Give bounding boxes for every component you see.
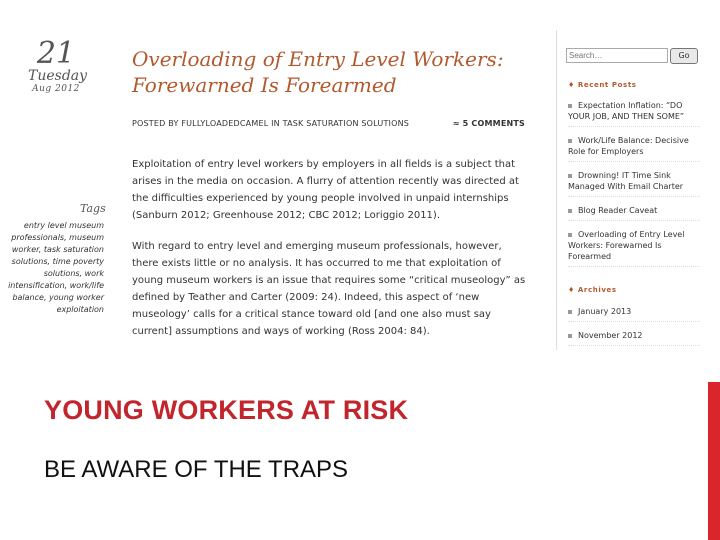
- archive-link[interactable]: November 2012: [568, 330, 700, 346]
- recent-post-link[interactable]: Overloading of Entry Level Workers: Forewarned Is Forearmed: [568, 229, 700, 267]
- recent-posts-list: [568, 100, 700, 275]
- bullet-icon: [568, 174, 572, 178]
- slide-subtitle: BE AWARE OF THE TRAPS: [44, 456, 349, 483]
- bullet-icon: [568, 233, 572, 237]
- date-day: 21: [36, 36, 76, 71]
- recent-post-link[interactable]: Blog Reader Caveat: [568, 205, 700, 221]
- archives-list: [568, 306, 700, 354]
- sidebar-divider: [556, 30, 557, 350]
- bullet-icon: [568, 209, 572, 213]
- search-button[interactable]: Go: [670, 48, 698, 64]
- date-weekday: Tuesday: [28, 68, 88, 84]
- post-date: [28, 36, 88, 94]
- search-input[interactable]: [566, 48, 668, 63]
- tags-list[interactable]: entry level museum professionals, museum worker, task saturation solutions, time poverty solutions, work intensification, work/life balance, young worker exploitation: [8, 221, 104, 314]
- slide-title: YOUNG WORKERS AT RISK: [44, 395, 409, 425]
- tags-heading: Tags: [80, 202, 106, 215]
- bullet-icon: [568, 104, 572, 108]
- accent-bar: [708, 382, 720, 540]
- bullet-icon: [568, 139, 572, 143]
- archive-link[interactable]: January 2013: [568, 306, 700, 322]
- post-paragraph: With regard to entry level and emerging museum professionals, however, there exists little or no analysis. It has occurred to me that exploitation of young museum workers is an issue that requires some “critical museology” as defined by Teather and Carter (2009: 24). Indeed, this aspect of ‘new museology’ calls for a critical stance toward old [and one also must say current] assumptions and ways of working (Ross 2004: 84).: [132, 241, 526, 337]
- recent-posts-heading: ♦ Recent Posts: [568, 81, 637, 89]
- comments-link[interactable]: ≈ 5 COMMENTS: [452, 119, 525, 128]
- post-paragraph: Exploitation of entry level workers by employers in all fields is a subject that arises in the media on occasion. A flurry of attention recently was directed at the difficulties experienced by young people involved in unpaid internships (Sanburn 2012; Greenhouse 2012; CBC 2012; Loriggio 2011).: [132, 159, 519, 221]
- bullet-icon: [568, 310, 572, 314]
- archives-heading: ♦ Archives: [568, 286, 617, 294]
- post-body: [132, 156, 526, 354]
- post-meta: [132, 119, 525, 128]
- date-month: Aug 2012: [32, 84, 80, 94]
- recent-post-link[interactable]: Expectation Inflation: “DO YOUR JOB, AND THEN SOME”: [568, 100, 700, 127]
- recent-post-link[interactable]: Work/Life Balance: Decisive Role for Employers: [568, 135, 700, 162]
- blog-screenshot: [0, 30, 556, 350]
- post-title[interactable]: Overloading of Entry Level Workers: Forewarned Is Forearmed: [132, 47, 504, 97]
- recent-post-link[interactable]: Drowning! IT Time Sink Managed With Email Charter: [568, 170, 700, 197]
- post-author-category[interactable]: POSTED BY FULLYLOADEDCAMEL IN TASK SATURATION SOLUTIONS: [132, 119, 410, 128]
- bullet-icon: [568, 334, 572, 338]
